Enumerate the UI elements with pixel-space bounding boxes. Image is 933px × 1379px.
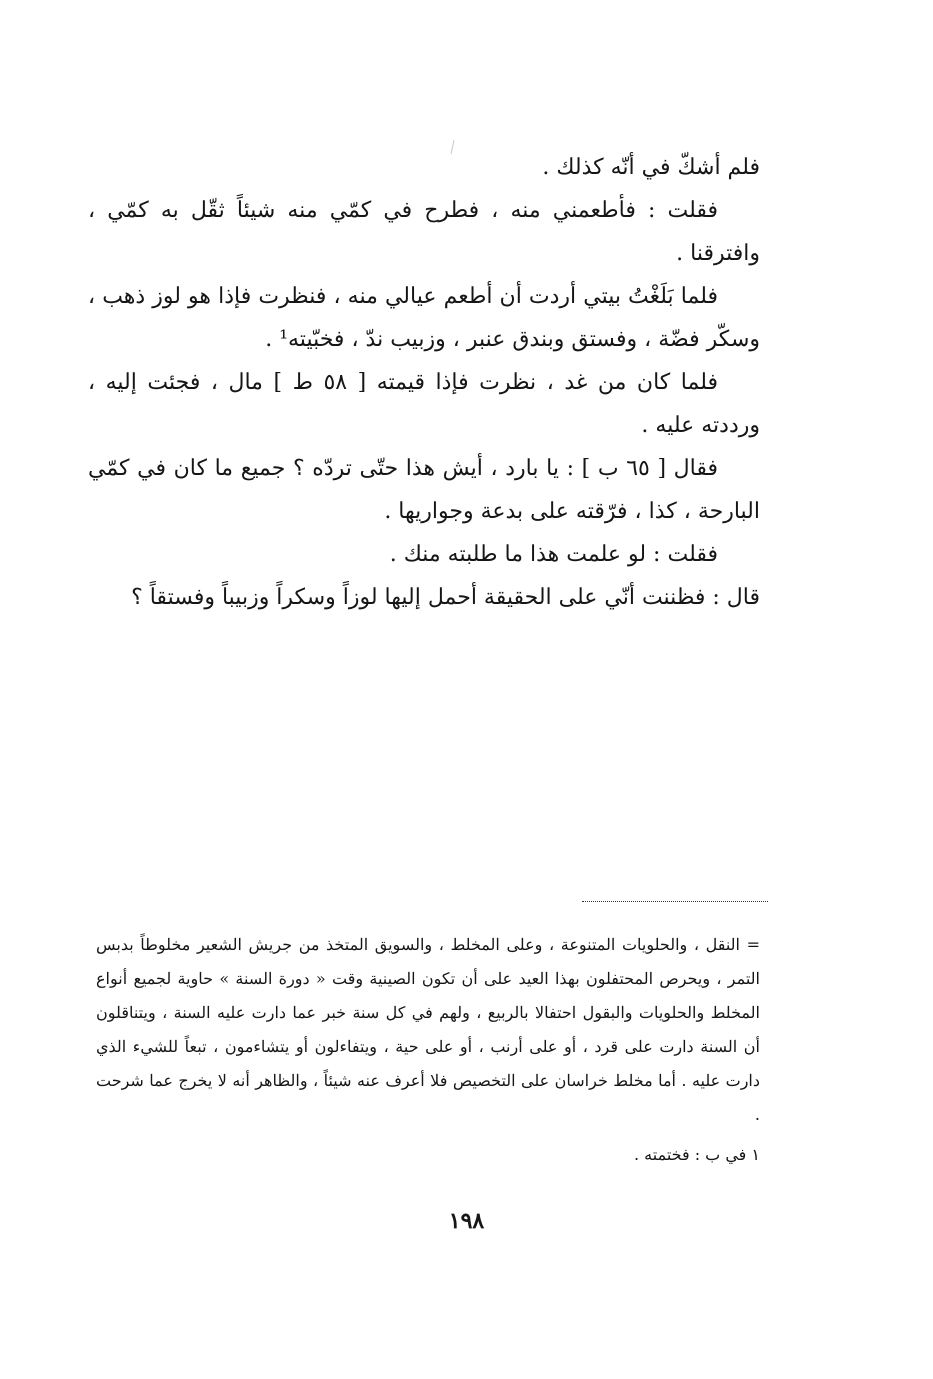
footnote-1: ١ في ب : فختمته . xyxy=(633,1145,760,1164)
footnote-continuation: = النقل ، والحلويات المتنوعة ، وعلى المخلط ، والسويق المتخذ من جريش الشعير مخلوطاً بدبس التمر ، ويحرص المحتفلون بهذا العيد على أن تكون الصينية وقت « دورة السنة » حاوية لجميع أنواع المخلط والحلويات والبقول احتفالا بالربيع ، ولهم في كل سنة خبر عما دارت عليه السنة ، ويتناقلون أن السنة دارت على قرد ، أو على أرنب ، أو على حية ، ويتفاءلون أو يتشاءمون ، تبعاً للشيء الذي دارت عليه . أما مخلط خراسان على التخصيص فلا أعرف عنه شيئاً ، والظاهر أنه لا يخرج عما شرحت . xyxy=(96,935,761,1124)
paragraph-3: فلما بَلَغْتُ بيتي أردت أن أطعم عيالي منه ، فنظرت فإذا هو لوز ذهب ، وسكّر فضّة ، وفستق وبندق عنبر ، وزبيب ندّ ، فخبّيته¹ . xyxy=(88,284,760,352)
paragraph-7: قال : فظننت أنّي على الحقيقة أحمل إليها لوزاً وسكراً وزبيباً وفستقاً ؟ xyxy=(131,585,760,610)
paragraph-4: فلما كان من غد ، نظرت فإذا قيمته [ ٥٨ ط ] مال ، فجئت إليه ، ورددته عليه . xyxy=(88,370,760,438)
main-text xyxy=(88,146,760,619)
paragraph-5: فقال [ ٦٥ ب ] : يا بارد ، أيش هذا حتّى تردّه ؟ جميع ما كان في كمّي البارحة ، كذا ، فرّقته على بدعة وجواريها . xyxy=(88,456,760,524)
footnote-separator xyxy=(582,901,768,902)
paragraph-2: فقلت : فأطعمني منه ، فطرح في كمّي منه شيئاً ثقّل به كمّي ، وافترقنا . xyxy=(88,198,760,266)
page-number: ١٩٨ xyxy=(448,1208,485,1234)
footnotes xyxy=(96,928,760,1172)
paragraph-6: فقلت : لو علمت هذا ما طلبته منك . xyxy=(389,542,718,567)
paragraph-1: فلم أشكّ في أنّه كذلك . xyxy=(542,155,760,180)
